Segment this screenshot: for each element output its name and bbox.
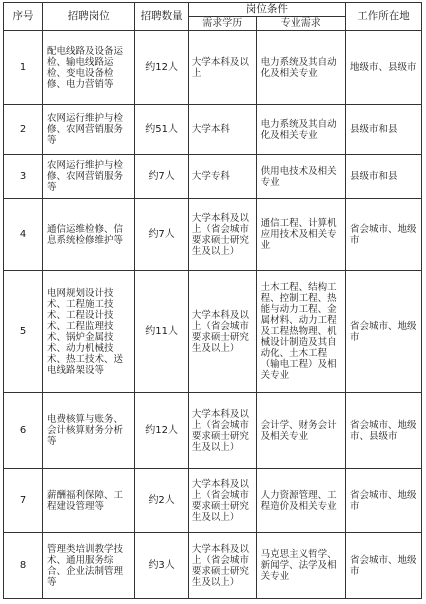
- cell-location: 省会城市、地级市: [345, 271, 421, 393]
- cell-no: 8: [4, 533, 43, 599]
- header-location: 工作所在地: [345, 3, 421, 31]
- recruitment-table: [3, 2, 422, 599]
- cell-location: 县级市和县: [345, 155, 421, 199]
- header-no: 序号: [4, 3, 43, 31]
- table-row: [4, 199, 422, 271]
- header-count: 招聘数量: [135, 3, 188, 31]
- cell-education: 大学本科及以上（省会城市要求硕士研究生及以上）: [188, 199, 256, 271]
- cell-major: 通信工程、计算机应用技术及相关专业: [256, 199, 345, 271]
- cell-major: 供用电技术及相关专业: [256, 155, 345, 199]
- table-row: [4, 469, 422, 533]
- cell-position: 通信运维检修、信息系统检修维护等: [43, 199, 135, 271]
- cell-major: 电力系统及其自动化及相关专业: [256, 105, 345, 155]
- cell-count: 约2人: [135, 469, 188, 533]
- cell-no: 4: [4, 199, 43, 271]
- cell-major: 电力系统及其自动化及相关专业: [256, 31, 345, 105]
- cell-education: 大学本科及以上（省会城市要求硕士研究生及以上）: [188, 271, 256, 393]
- cell-count: 约12人: [135, 393, 188, 469]
- cell-no: 6: [4, 393, 43, 469]
- table-row: [4, 105, 422, 155]
- cell-position: 配电线路及设备运检、输电线路运检、变电设备检修、电力营销等: [43, 31, 135, 105]
- cell-location: 省会城市、地级市: [345, 199, 421, 271]
- cell-no: 1: [4, 31, 43, 105]
- cell-count: 约12人: [135, 31, 188, 105]
- cell-education: 大学本科及以上: [188, 31, 256, 105]
- cell-position: 管理类培训教学技术、通用服务综合、企业法制管理等: [43, 533, 135, 599]
- cell-location: 地级市、县级市: [345, 31, 421, 105]
- cell-education: 大学本科及以上（省会城市要求硕士研究生及以上）: [188, 393, 256, 469]
- cell-education: 大学本科及以上（省会城市要求硕士研究生及以上）: [188, 469, 256, 533]
- table-row: [4, 533, 422, 599]
- table-row: [4, 271, 422, 393]
- cell-no: 3: [4, 155, 43, 199]
- table-row: [4, 155, 422, 199]
- header-major: 专业需求: [256, 17, 345, 31]
- header-conditions: 岗位条件: [188, 3, 345, 17]
- cell-major: 土木工程、结构工程、控制工程、热能与动力工程、金属材料、动力工程及工程热物理、机械设计制造及其自动化、土木工程（输电工程）及相关专业: [256, 271, 345, 393]
- cell-major: 马克思主义哲学、新闻学、法学及相关专业: [256, 533, 345, 599]
- cell-location: 省会城市、地级市: [345, 469, 421, 533]
- cell-education: 大学本科: [188, 105, 256, 155]
- cell-count: 约7人: [135, 155, 188, 199]
- cell-education: 大学本科及以上（省会城市要求硕士研究生及以上）: [188, 533, 256, 599]
- cell-location: 省会城市、地级市: [345, 533, 421, 599]
- table-row: [4, 393, 422, 469]
- cell-major: 会计学、财务会计及相关专业: [256, 393, 345, 469]
- cell-count: 约51人: [135, 105, 188, 155]
- cell-position: 薪酬福利保障、工程建设管理等: [43, 469, 135, 533]
- cell-location: 县级市和县: [345, 105, 421, 155]
- cell-education: 大学专科: [188, 155, 256, 199]
- cell-location: 省会城市、地级市、县级市: [345, 393, 421, 469]
- cell-no: 2: [4, 105, 43, 155]
- cell-major: 人力资源管理、工程造价及相关专业: [256, 469, 345, 533]
- cell-count: 约3人: [135, 533, 188, 599]
- table-row: [4, 31, 422, 105]
- cell-count: 约7人: [135, 199, 188, 271]
- cell-position: 电网规划设计技术、工程施工技术、工程设计技术、工程监理技术、锅炉金属技术、动力机械技术、热工技术、送电线路架设等: [43, 271, 135, 393]
- cell-no: 5: [4, 271, 43, 393]
- cell-count: 约11人: [135, 271, 188, 393]
- cell-position: 农网运行维护与检修、农网营销服务等: [43, 105, 135, 155]
- cell-position: 电费核算与账务、会计核算财务分析等: [43, 393, 135, 469]
- header-education: 需求学历: [188, 17, 256, 31]
- cell-position: 农网运行维护与检修、农网营销服务等: [43, 155, 135, 199]
- cell-no: 7: [4, 469, 43, 533]
- header-position: 招聘岗位: [43, 3, 135, 31]
